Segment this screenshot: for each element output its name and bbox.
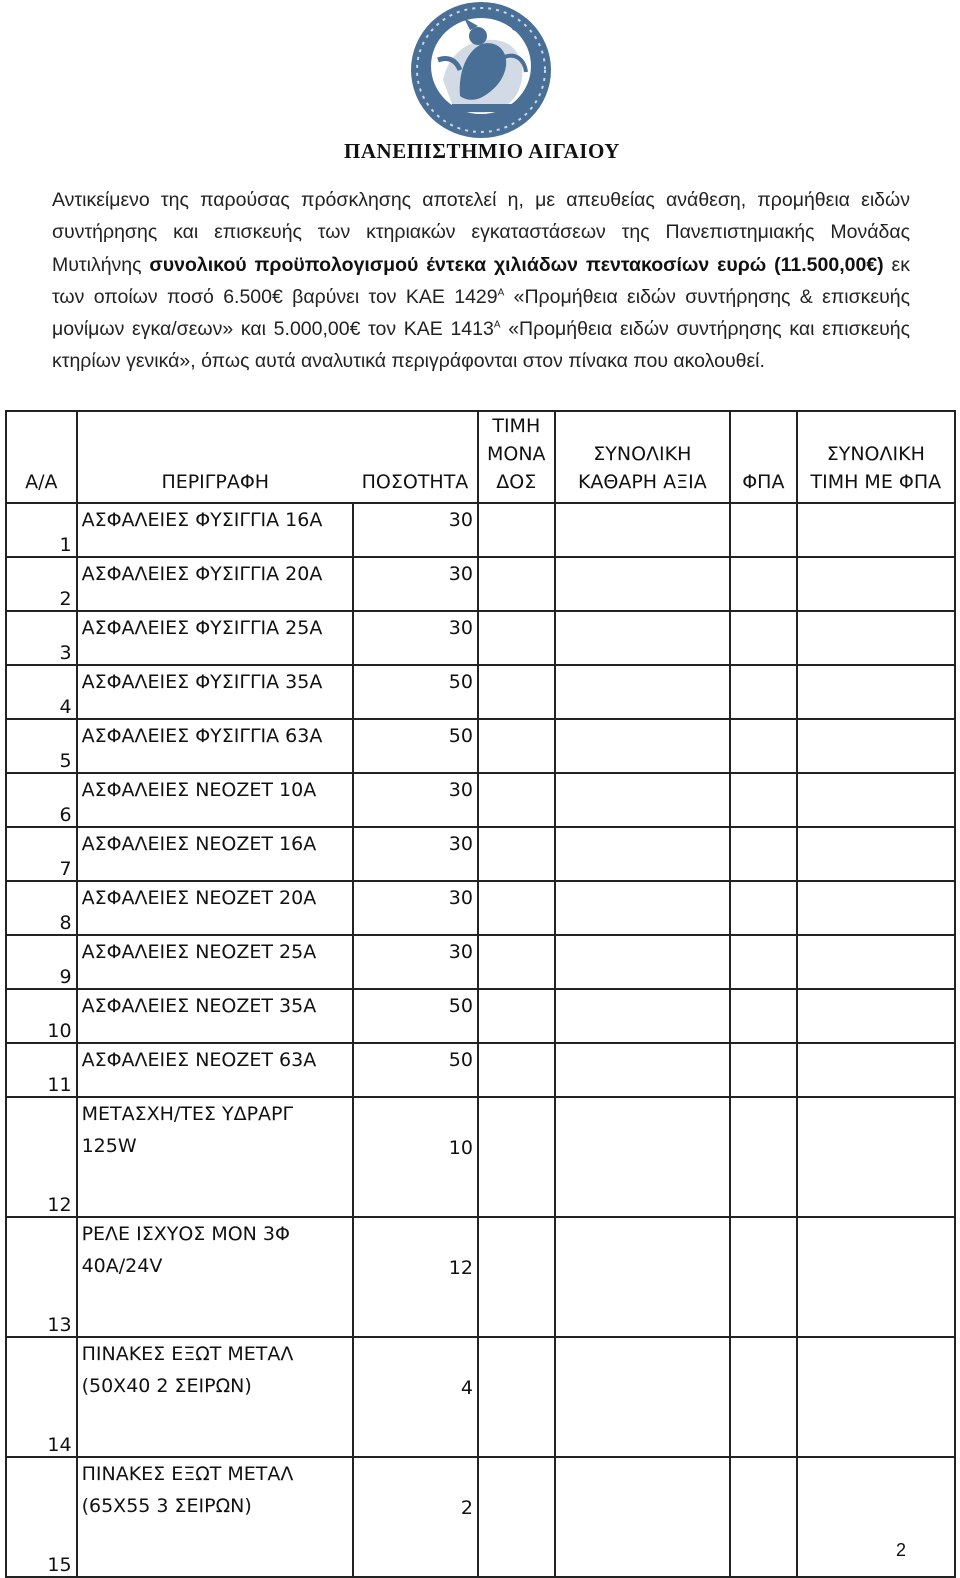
row-qty: 30: [353, 827, 478, 881]
header-unit-price: ΤΙΜΗ ΜΟΝΑ ΔΟΣ: [478, 411, 555, 503]
row-unit-price[interactable]: [478, 1337, 555, 1457]
row-unit-price[interactable]: [478, 503, 555, 557]
row-net-total[interactable]: [555, 989, 730, 1043]
row-num: 10: [6, 989, 77, 1043]
row-net-total[interactable]: [555, 1457, 730, 1577]
row-net-total[interactable]: [555, 1337, 730, 1457]
row-num: 13: [6, 1217, 77, 1337]
row-net-total[interactable]: [555, 881, 730, 935]
row-desc: ΑΣΦΑΛΕΙΕΣ ΦΥΣΙΓΓΙΑ 25Α: [77, 611, 353, 665]
row-unit-price[interactable]: [478, 881, 555, 935]
row-qty: 50: [353, 989, 478, 1043]
row-qty: 4: [353, 1337, 478, 1457]
row-num: 8: [6, 881, 77, 935]
header-desc: ΠΕΡΙΓΡΑΦΗ: [77, 411, 353, 503]
row-unit-price[interactable]: [478, 773, 555, 827]
header-net-total: ΣΥΝΟΛΙΚΗ ΚΑΘΑΡΗ ΑΞΙΑ: [555, 411, 730, 503]
row-net-total[interactable]: [555, 503, 730, 557]
row-unit-price[interactable]: [478, 827, 555, 881]
row-net-total[interactable]: [555, 773, 730, 827]
row-total-vat[interactable]: [797, 1043, 955, 1097]
table-header-row: [6, 411, 955, 503]
row-vat[interactable]: [730, 719, 797, 773]
row-qty: 30: [353, 881, 478, 935]
row-qty: 30: [353, 503, 478, 557]
row-net-total[interactable]: [555, 719, 730, 773]
row-total-vat[interactable]: [797, 557, 955, 611]
row-net-total[interactable]: [555, 557, 730, 611]
row-unit-price[interactable]: [478, 1217, 555, 1337]
row-unit-price[interactable]: [478, 665, 555, 719]
table-row: [6, 1337, 955, 1457]
table-row: [6, 557, 955, 611]
page-number: 2: [896, 1540, 907, 1560]
row-desc: ΑΣΦΑΛΕΙΕΣ ΝΕΟΖΕΤ 20Α: [77, 881, 353, 935]
intro-paragraph: Αντικείμενο της παρούσας πρόσκλησης αποτελεί η, με απευθείας ανάθεση, προμήθεια ειδών συντήρησης και επισκευής των κτηριακών εγκαταστάσεων της Πανεπιστημιακής Μονάδας Μυτιλήνης συνολικού προϋπολογισμού έντεκα χιλιάδων πεντακοσίων ευρώ (11.500,00€) εκ των οποίων ποσό 6.500€ βαρύνει τον ΚΑΕ $1429^A$ «Προμήθεια ειδών συντήρησης & επισκευής μονίμων εγκα/σεων» και 5.000,00€ τον ΚΑΕ $1413^A$ «Προμήθεια ειδών συντήρησης και επισκευής κτηρίων γενικά», όπως αυτά αναλυτικά περιγράφονται στον πίνακα που ακολουθεί.: [52, 189, 910, 373]
row-net-total[interactable]: [555, 611, 730, 665]
row-total-vat[interactable]: [797, 1457, 955, 1577]
row-vat[interactable]: [730, 503, 797, 557]
row-unit-price[interactable]: [478, 557, 555, 611]
row-vat[interactable]: [730, 557, 797, 611]
header-qty: ΠΟΣΟΤΗΤΑ: [353, 411, 478, 503]
row-desc: ΑΣΦΑΛΕΙΕΣ ΝΕΟΖΕΤ 10Α: [77, 773, 353, 827]
row-unit-price[interactable]: [478, 1097, 555, 1217]
row-qty: 30: [353, 773, 478, 827]
row-desc: ΑΣΦΑΛΕΙΕΣ ΝΕΟΖΕΤ 25Α: [77, 935, 353, 989]
row-total-vat[interactable]: [797, 827, 955, 881]
row-num: 12: [6, 1097, 77, 1217]
row-vat[interactable]: [730, 1217, 797, 1337]
row-qty: 30: [353, 557, 478, 611]
row-num: 3: [6, 611, 77, 665]
row-total-vat[interactable]: [797, 1337, 955, 1457]
row-vat[interactable]: [730, 1457, 797, 1577]
row-total-vat[interactable]: [797, 665, 955, 719]
row-desc: ΑΣΦΑΛΕΙΕΣ ΦΥΣΙΓΓΙΑ 16Α: [77, 503, 353, 557]
table-row: [6, 503, 955, 557]
row-vat[interactable]: [730, 665, 797, 719]
row-num: 6: [6, 773, 77, 827]
row-qty: 30: [353, 935, 478, 989]
row-qty: 30: [353, 611, 478, 665]
table-row: [6, 611, 955, 665]
table-row: [6, 665, 955, 719]
row-desc: ΑΣΦΑΛΕΙΕΣ ΝΕΟΖΕΤ 35Α: [77, 989, 353, 1043]
table-row: [6, 773, 955, 827]
row-num: 1: [6, 503, 77, 557]
row-unit-price[interactable]: [478, 611, 555, 665]
row-vat[interactable]: [730, 827, 797, 881]
row-unit-price[interactable]: [478, 1457, 555, 1577]
row-desc: ΑΣΦΑΛΕΙΕΣ ΦΥΣΙΓΓΙΑ 35Α: [77, 665, 353, 719]
row-num: 15: [6, 1457, 77, 1577]
budget-bold-text: συνολικού προϋπολογισμού έντεκα χιλιάδων πεντακοσίων ευρώ (11.500,00€): [149, 253, 884, 276]
row-num: 9: [6, 935, 77, 989]
row-num: 4: [6, 665, 77, 719]
row-vat[interactable]: [730, 1337, 797, 1457]
row-qty: 50: [353, 719, 478, 773]
row-net-total[interactable]: [555, 827, 730, 881]
row-desc: ΑΣΦΑΛΕΙΕΣ ΝΕΟΖΕΤ 16Α: [77, 827, 353, 881]
row-total-vat[interactable]: [797, 719, 955, 773]
row-total-vat[interactable]: [797, 773, 955, 827]
row-vat[interactable]: [730, 989, 797, 1043]
row-num: 11: [6, 1043, 77, 1097]
row-desc: ΑΣΦΑΛΕΙΕΣ ΦΥΣΙΓΓΙΑ 20Α: [77, 557, 353, 611]
row-num: 7: [6, 827, 77, 881]
owl-seal-icon: [408, 0, 554, 140]
row-unit-price[interactable]: [478, 989, 555, 1043]
university-logo: [408, 0, 554, 140]
row-net-total[interactable]: [555, 1217, 730, 1337]
row-total-vat[interactable]: [797, 989, 955, 1043]
table-row: [6, 881, 955, 935]
table-row: [6, 827, 955, 881]
row-total-vat[interactable]: [797, 1097, 955, 1217]
row-desc: ΑΣΦΑΛΕΙΕΣ ΝΕΟΖΕΤ 63Α: [77, 1043, 353, 1097]
table-row: [6, 1043, 955, 1097]
row-total-vat[interactable]: [797, 935, 955, 989]
row-total-vat[interactable]: [797, 611, 955, 665]
header-num: Α/Α: [6, 411, 77, 503]
table-row: [6, 1217, 955, 1337]
row-qty: 2: [353, 1457, 478, 1577]
row-total-vat[interactable]: [797, 1217, 955, 1337]
row-qty: 12: [353, 1217, 478, 1337]
row-num: 5: [6, 719, 77, 773]
row-net-total[interactable]: [555, 665, 730, 719]
row-net-total[interactable]: [555, 935, 730, 989]
row-unit-price[interactable]: [478, 935, 555, 989]
row-desc: ΡΕΛΕ ΙΣΧΥΟΣ ΜΟΝ 3Φ 40Α/24V: [77, 1217, 353, 1337]
table-row: [6, 1457, 955, 1577]
row-qty: 50: [353, 665, 478, 719]
row-net-total[interactable]: [555, 1043, 730, 1097]
row-desc: ΑΣΦΑΛΕΙΕΣ ΦΥΣΙΓΓΙΑ 63Α: [77, 719, 353, 773]
row-vat[interactable]: [730, 611, 797, 665]
row-vat[interactable]: [730, 935, 797, 989]
university-name: ΠΑΝΕΠΙΣΤΗΜΙΟ ΑΙΓΑΙΟΥ: [344, 139, 620, 163]
row-vat[interactable]: [730, 1097, 797, 1217]
row-net-total[interactable]: [555, 1097, 730, 1217]
row-total-vat[interactable]: [797, 503, 955, 557]
row-unit-price[interactable]: [478, 1043, 555, 1097]
items-table: [5, 410, 956, 1578]
row-desc: ΠΙΝΑΚΕΣ ΕΞΩΤ ΜΕΤΑΛ (65Χ55 3 ΣΕΙΡΩΝ): [77, 1457, 353, 1577]
row-unit-price[interactable]: [478, 719, 555, 773]
row-qty: 50: [353, 1043, 478, 1097]
table-row: [6, 989, 955, 1043]
row-vat[interactable]: [730, 773, 797, 827]
row-num: 14: [6, 1337, 77, 1457]
row-desc: ΠΙΝΑΚΕΣ ΕΞΩΤ ΜΕΤΑΛ (50Χ40 2 ΣΕΙΡΩΝ): [77, 1337, 353, 1457]
table-row: [6, 1097, 955, 1217]
row-vat[interactable]: [730, 881, 797, 935]
table-row: [6, 719, 955, 773]
row-qty: 10: [353, 1097, 478, 1217]
header-vat: ΦΠΑ: [730, 411, 797, 503]
row-num: 2: [6, 557, 77, 611]
row-desc: ΜΕΤΑΣΧΗ/ΤΕΣ ΥΔΡΑΡΓ 125W: [77, 1097, 353, 1217]
header-total-vat: ΣΥΝΟΛΙΚΗ ΤΙΜΗ ΜΕ ΦΠΑ: [797, 411, 955, 503]
row-total-vat[interactable]: [797, 881, 955, 935]
row-vat[interactable]: [730, 1043, 797, 1097]
table-row: [6, 935, 955, 989]
